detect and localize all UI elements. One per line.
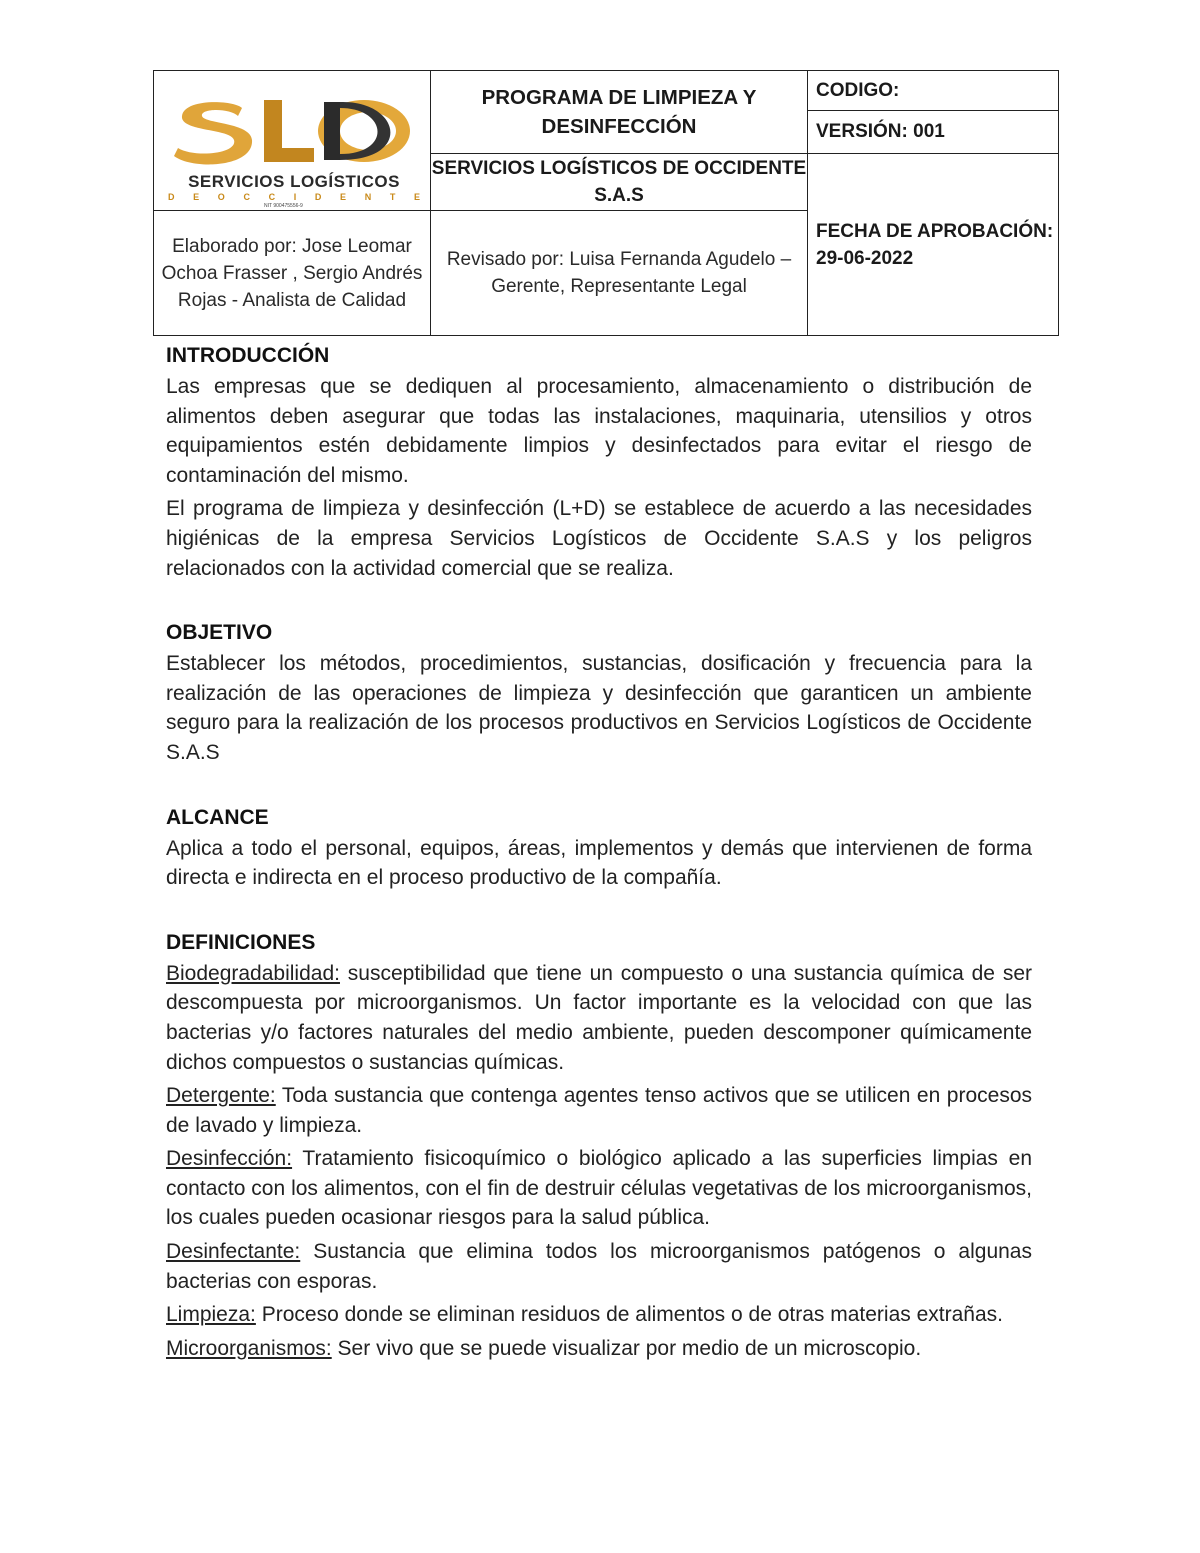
logo-letter: I xyxy=(293,191,297,202)
version-label: VERSIÓN: 001 xyxy=(808,111,1059,154)
intro-paragraph: Las empresas que se dediquen al procesamiento, almacenamiento o distribución de alimentos deben asegurar que todas las instalaciones, maquinaria, utensilios y otros equipamientos estén debidamente limpios y desinfectados para evitar el riesgo de contaminación del mismo. xyxy=(166,375,1032,487)
alcance-paragraph: Aplica a todo el personal, equipos, áreas, implementos y demás que intervienen de forma directa e indirecta en el proceso productivo de la compañía. xyxy=(166,836,1032,890)
definition-item xyxy=(166,1300,1032,1330)
logo-letter: D xyxy=(314,191,322,202)
definition-item xyxy=(166,959,1032,1077)
definition-item xyxy=(166,1081,1032,1140)
logo-letter: C xyxy=(268,191,276,202)
logo-nit: NIT 900475556-9 xyxy=(264,202,303,209)
definition-text: Ser vivo que se puede visualizar por medio de un microscopio. xyxy=(331,1336,922,1360)
approval-date: 29-06-2022 xyxy=(816,247,914,269)
logo-letter: O xyxy=(217,191,225,202)
definition-term: Limpieza: xyxy=(166,1303,256,1327)
definition-term: Microorganismos: xyxy=(166,1336,332,1360)
definition-term: Desinfección: xyxy=(166,1147,293,1171)
approval-cell xyxy=(808,154,1059,336)
definition-text: Proceso donde se eliminan residuos de alimentos o de otras materias extrañas. xyxy=(255,1303,1003,1327)
objetivo-paragraph: Establecer los métodos, procedimientos, sustancias, dosificación y frecuencia para la realización de las operaciones de limpieza y desinfección que garanticen un ambiente seguro para la realización de los procesos productivos en Servicios Logísticos de Occidente S.A.S xyxy=(166,652,1032,764)
code-label: CODIGO: xyxy=(808,71,1059,111)
document-header-table xyxy=(153,70,1059,336)
logo-tagline xyxy=(168,192,420,202)
logo-letter: T xyxy=(389,191,396,202)
objetivo-heading: OBJETIVO xyxy=(166,621,273,645)
logo-letter: E xyxy=(340,191,347,202)
document-title: PROGRAMA DE LIMPIEZA Y DESINFECCIÓN xyxy=(431,71,808,154)
logo-name: SERVICIOS LOGÍSTICOS xyxy=(188,171,400,191)
intro-paragraph: El programa de limpieza y desinfección (L+D) se establece de acuerdo a las necesidades higiénicas de la empresa Servicios Logísticos de Occidente S.A.S y los peligros relacionados con la actividad comercial que se realiza. xyxy=(166,497,1032,580)
company-name: SERVICIOS LOGÍSTICOS DE OCCIDENTE S.A.S xyxy=(431,154,808,211)
document-body xyxy=(166,340,1032,1363)
definition-text: Toda sustancia que contenga agentes tenso activos que se utilicen en procesos de lavado y limpieza. xyxy=(166,1084,1032,1137)
reviewed-by: Revisado por: Luisa Fernanda Agudelo – Gerente, Representante Legal xyxy=(431,211,808,336)
logo-letter: C xyxy=(243,191,250,202)
logo-letter: D xyxy=(168,191,175,202)
definition-text: susceptibilidad que tiene un compuesto o una sustancia química de ser descompuesta por microorganismos. Un factor importante es la velocidad con que las bacterias y/o factores naturales del medio ambiente, pueden descomponer químicamente dichos compuestos o sustancias químicas. xyxy=(166,961,1032,1074)
definition-term: Biodegradabilidad: xyxy=(166,961,340,985)
definition-item xyxy=(166,1334,1032,1364)
logo-cell xyxy=(154,71,431,211)
slo-logo-icon xyxy=(164,94,424,174)
definition-item xyxy=(166,1144,1032,1233)
elaborated-by: Elaborado por: Jose Leomar Ochoa Frasser , Sergio Andrés Rojas - Analista de Calidad xyxy=(154,211,431,336)
logo-letter: N xyxy=(364,191,372,202)
definition-text: Tratamiento fisicoquímico o biológico aplicado a las superficies limpias en contacto con los alimentos, con el fin de destruir células vegetativas de los microorganismos, los cuales pueden ocasionar riesgos para la salud pública. xyxy=(166,1147,1032,1230)
intro-heading: INTRODUCCIÓN xyxy=(166,344,330,367)
definition-term: Desinfectante: xyxy=(166,1240,301,1264)
logo-letter: E xyxy=(413,191,420,202)
definition-text: Sustancia que elimina todos los microorganismos patógenos o algunas bacterias con esporas. xyxy=(166,1240,1032,1293)
alcance-heading: ALCANCE xyxy=(166,805,269,829)
logo-letter: E xyxy=(193,191,200,202)
definiciones-heading: DEFINICIONES xyxy=(166,930,316,954)
definition-item xyxy=(166,1237,1032,1296)
definition-term: Detergente: xyxy=(166,1084,276,1108)
company-logo xyxy=(154,72,430,210)
approval-label: FECHA DE APROBACIÓN: xyxy=(816,220,1054,242)
